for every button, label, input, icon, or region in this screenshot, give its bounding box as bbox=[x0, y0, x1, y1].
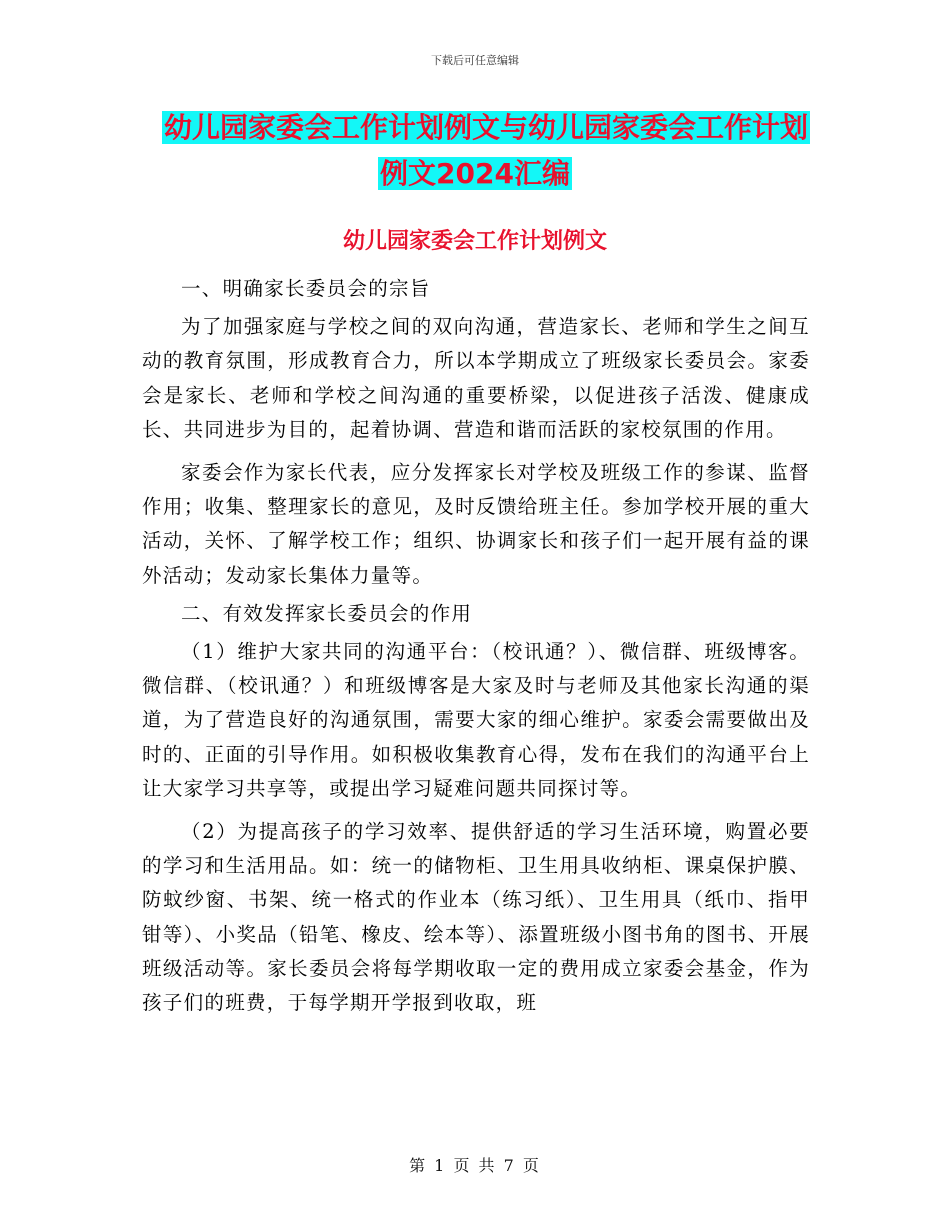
title-line-2: 例文2024汇编 bbox=[380, 157, 570, 190]
paragraph: （1）维护大家共同的沟通平台：（校讯通？）、微信群、班级博客。微信群、（校讯通？）和班级博客是大家及时与老师及其他家长沟通的渠道，为了营造良好的沟通氛围，需要大家的细心维护。家委会需要做出及时的、正面的引导作用。如积极收集教育心得，发布在我们的沟通平台上让大家学习共享等，或提出学习疑难问题共同探讨等。 bbox=[142, 640, 810, 800]
document-body bbox=[142, 272, 810, 1029]
page-footer: 第 1 页 共 7 页 bbox=[409, 1156, 541, 1175]
paragraph: 家委会作为家长代表，应分发挥家长对学校及班级工作的参谋、监督作用；收集、整理家长的意见，及时反馈给班主任。参加学校开展的重大活动，关怀、了解学校工作；组织、协调家长和孩子们一起开展有益的课外活动；发动家长集体力量等。 bbox=[142, 461, 810, 587]
section-title: 幼儿园家委会工作计划例文 bbox=[342, 229, 607, 254]
paragraph-heading-2: 二、有效发挥家长委员会的作用 bbox=[181, 601, 473, 625]
document-title bbox=[140, 106, 810, 196]
paragraph: 为了加强家庭与学校之间的双向沟通，营造家长、老师和学生之间互动的教育氛围，形成教育合力，所以本学期成立了班级家长委员会。家委会是家长、老师和学校之间沟通的重要桥梁，以促进孩子活泼、健康成长、共同进步为目的，起着协调、营造和谐而活跃的家校氛围的作用。 bbox=[142, 315, 810, 441]
paragraph: （2）为提高孩子的学习效率、提供舒适的学习生活环境，购置必要的学习和生活用品。如：统一的储物柜、卫生用具收纳柜、课桌保护膜、防蚊纱窗、书架、统一格式的作业本（练习纸）、卫生用具（纸巾、指甲钳等）、小奖品（铅笔、橡皮、绘本等）、添置班级小图书角的图书、开展班级活动等。家长委员会将每学期收取一定的费用成立家委会基金，作为孩子们的班费，于每学期开学报到收取，班 bbox=[142, 820, 810, 1015]
header-note: 下载后可任意编辑 bbox=[431, 54, 519, 67]
paragraph-heading-1: 一、明确家长委员会的宗旨 bbox=[181, 277, 431, 300]
title-line-1: 幼儿园家委会工作计划例文与幼儿园家委会工作计划 bbox=[163, 111, 808, 144]
